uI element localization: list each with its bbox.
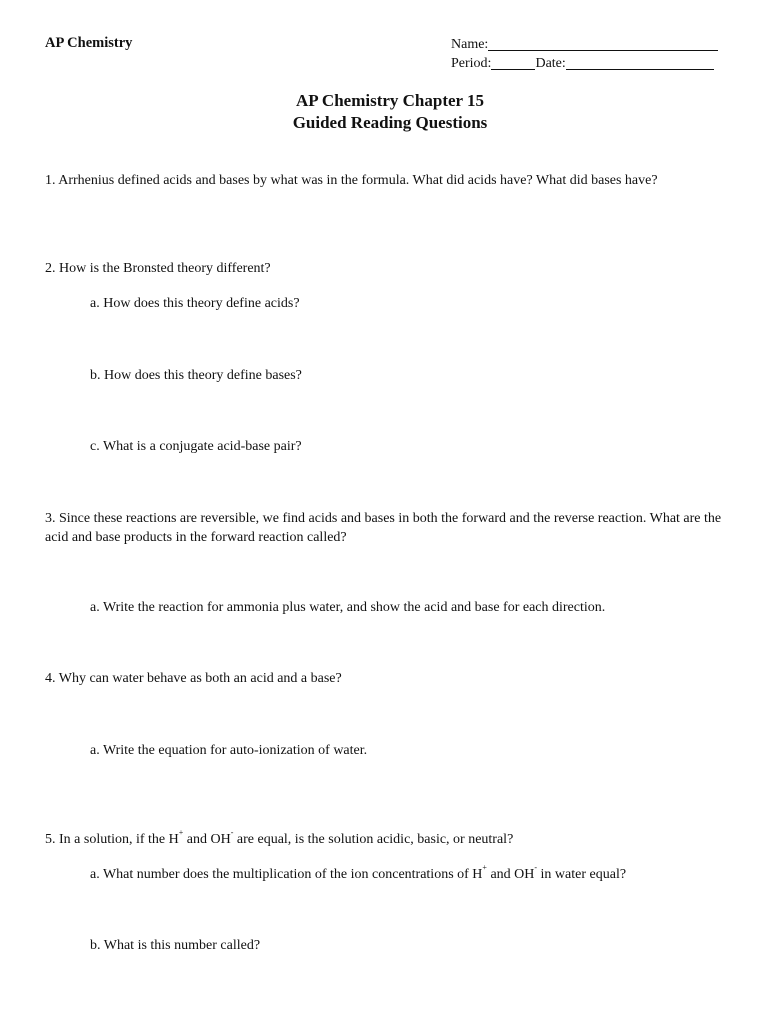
question-5b: b. What is this number called? (90, 938, 261, 953)
q5a-text-after: in water equal? (537, 867, 627, 882)
question-2c: c. What is a conjugate acid-base pair? (90, 439, 302, 454)
course-label: AP Chemistry (45, 35, 133, 51)
question-2a: a. How does this theory define acids? (90, 296, 300, 311)
question-2b: b. How does this theory define bases? (90, 368, 302, 383)
question-4a: a. Write the equation for auto-ionization of water. (90, 743, 368, 758)
q5-text-after: are equal, is the solution acidic, basic, or neutral? (233, 832, 514, 847)
question-1: 1. Arrhenius defined acids and bases by what was in the formula. What did acids have? What did bases have? (45, 173, 658, 188)
question-3: 3. Since these reactions are reversible, we find acids and bases in both the forward and the reverse reaction. What are the acid and base products in the forward reaction called? (45, 511, 722, 545)
title-line-1: AP Chemistry Chapter 15 (295, 91, 485, 110)
period-label: Period: (451, 56, 492, 71)
question-3a: a. Write the reaction for ammonia plus water, and show the acid and base for each direction. (90, 600, 606, 615)
question-2: 2. How is the Bronsted theory different? (45, 261, 271, 276)
q5a-text-mid: and OH (486, 867, 535, 882)
q5a-text-before: a. What number does the multiplication of the ion concentrations of H (90, 867, 483, 882)
name-row (451, 35, 718, 54)
q5-sup-oh: - (230, 828, 234, 838)
q5-sup-h: + (178, 828, 184, 838)
question-5a (90, 865, 750, 884)
name-label: Name: (451, 37, 489, 52)
question-4: 4. Why can water behave as both an acid and a base? (45, 671, 342, 686)
student-info-fields (451, 35, 718, 73)
q5-text-before: 5. In a solution, if the H (45, 832, 179, 847)
q5a-sup-oh: - (534, 863, 538, 873)
page-title (0, 90, 768, 134)
date-label: Date: (535, 56, 566, 71)
question-5 (45, 830, 745, 849)
title-line-2: Guided Reading Questions (292, 113, 488, 132)
name-blank[interactable] (488, 36, 718, 51)
period-blank[interactable] (491, 55, 535, 70)
date-blank[interactable] (566, 55, 714, 70)
q5a-sup-h: + (482, 863, 487, 873)
period-date-row (451, 54, 718, 73)
q5-text-mid: and OH (183, 832, 231, 847)
